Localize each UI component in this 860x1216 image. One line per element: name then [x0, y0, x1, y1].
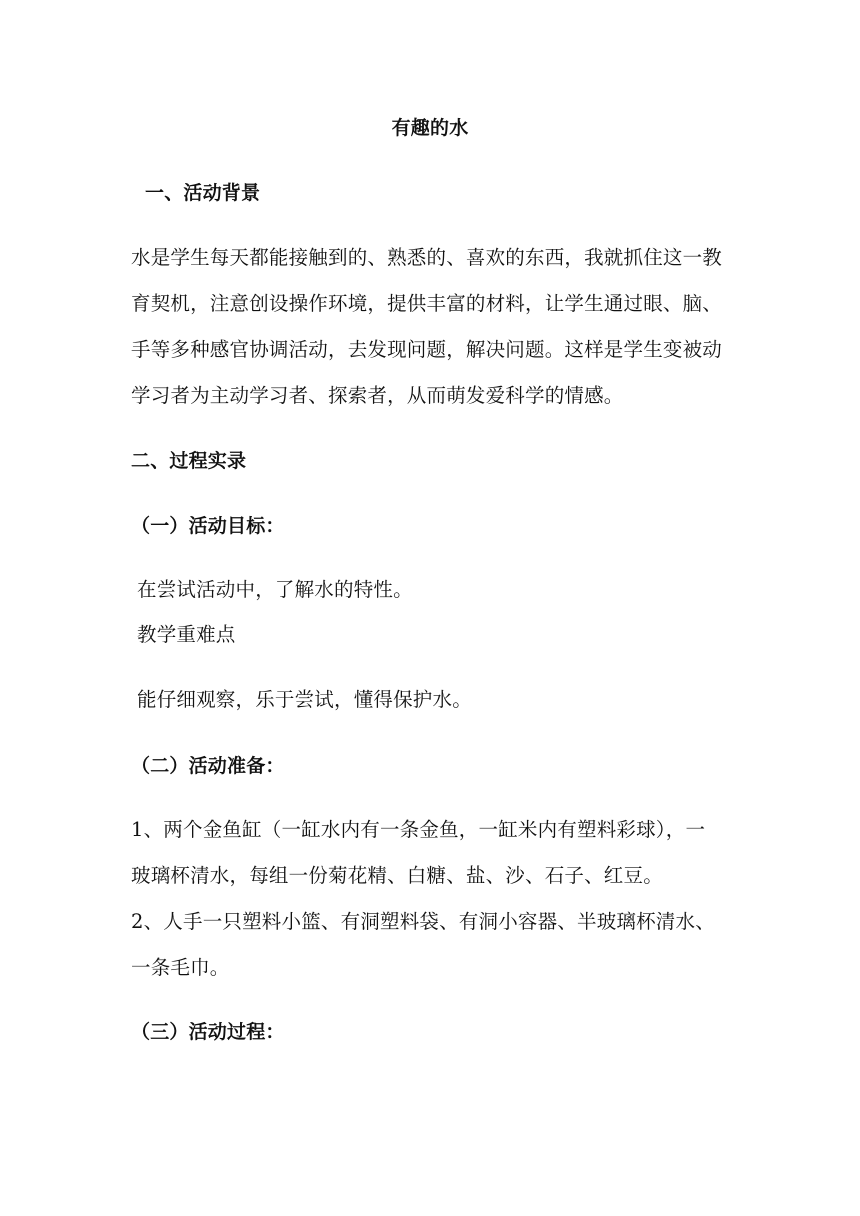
goal-text: 在尝试活动中，了解水的特性。: [137, 578, 413, 601]
paragraph-line: 育契机，注意创设操作环境，提供丰富的材料，让学生通过眼、脑、: [131, 292, 723, 315]
preparation-line: 2、人手一只塑料小篮、有洞塑料袋、有洞小容器、半玻璃杯清水、: [131, 910, 715, 933]
section-heading-process: 二、过程实录: [131, 450, 247, 472]
difficulty-text: 能仔细观察，乐于尝试，懂得保护水。: [137, 688, 472, 711]
paragraph-line: 水是学生每天都能接触到的、熟悉的、喜欢的东西，我就抓住这一教: [131, 246, 723, 269]
section-heading-background: 一、活动背景: [145, 182, 261, 204]
subheading-preparation: （二）活动准备：: [131, 755, 285, 777]
document-title: 有趣的水: [391, 117, 469, 139]
preparation-line: 玻璃杯清水，每组一份菊花精、白糖、盐、沙、石子、红豆。: [131, 864, 663, 887]
paragraph-line: 手等多种感官协调活动，去发现问题，解决问题。这样是学生变被动: [131, 338, 723, 361]
paragraph-line: 学习者为主动学习者、探索者，从而萌发爱科学的情感。: [131, 384, 624, 407]
subheading-process: （三）活动过程：: [131, 1021, 285, 1043]
difficulty-label: 教学重难点: [137, 623, 236, 646]
preparation-line: 1、两个金鱼缸（一缸水内有一条金鱼，一缸米内有塑料彩球），一: [131, 818, 706, 841]
subheading-goals: （一）活动目标：: [131, 515, 285, 537]
preparation-line: 一条毛巾。: [131, 956, 230, 979]
